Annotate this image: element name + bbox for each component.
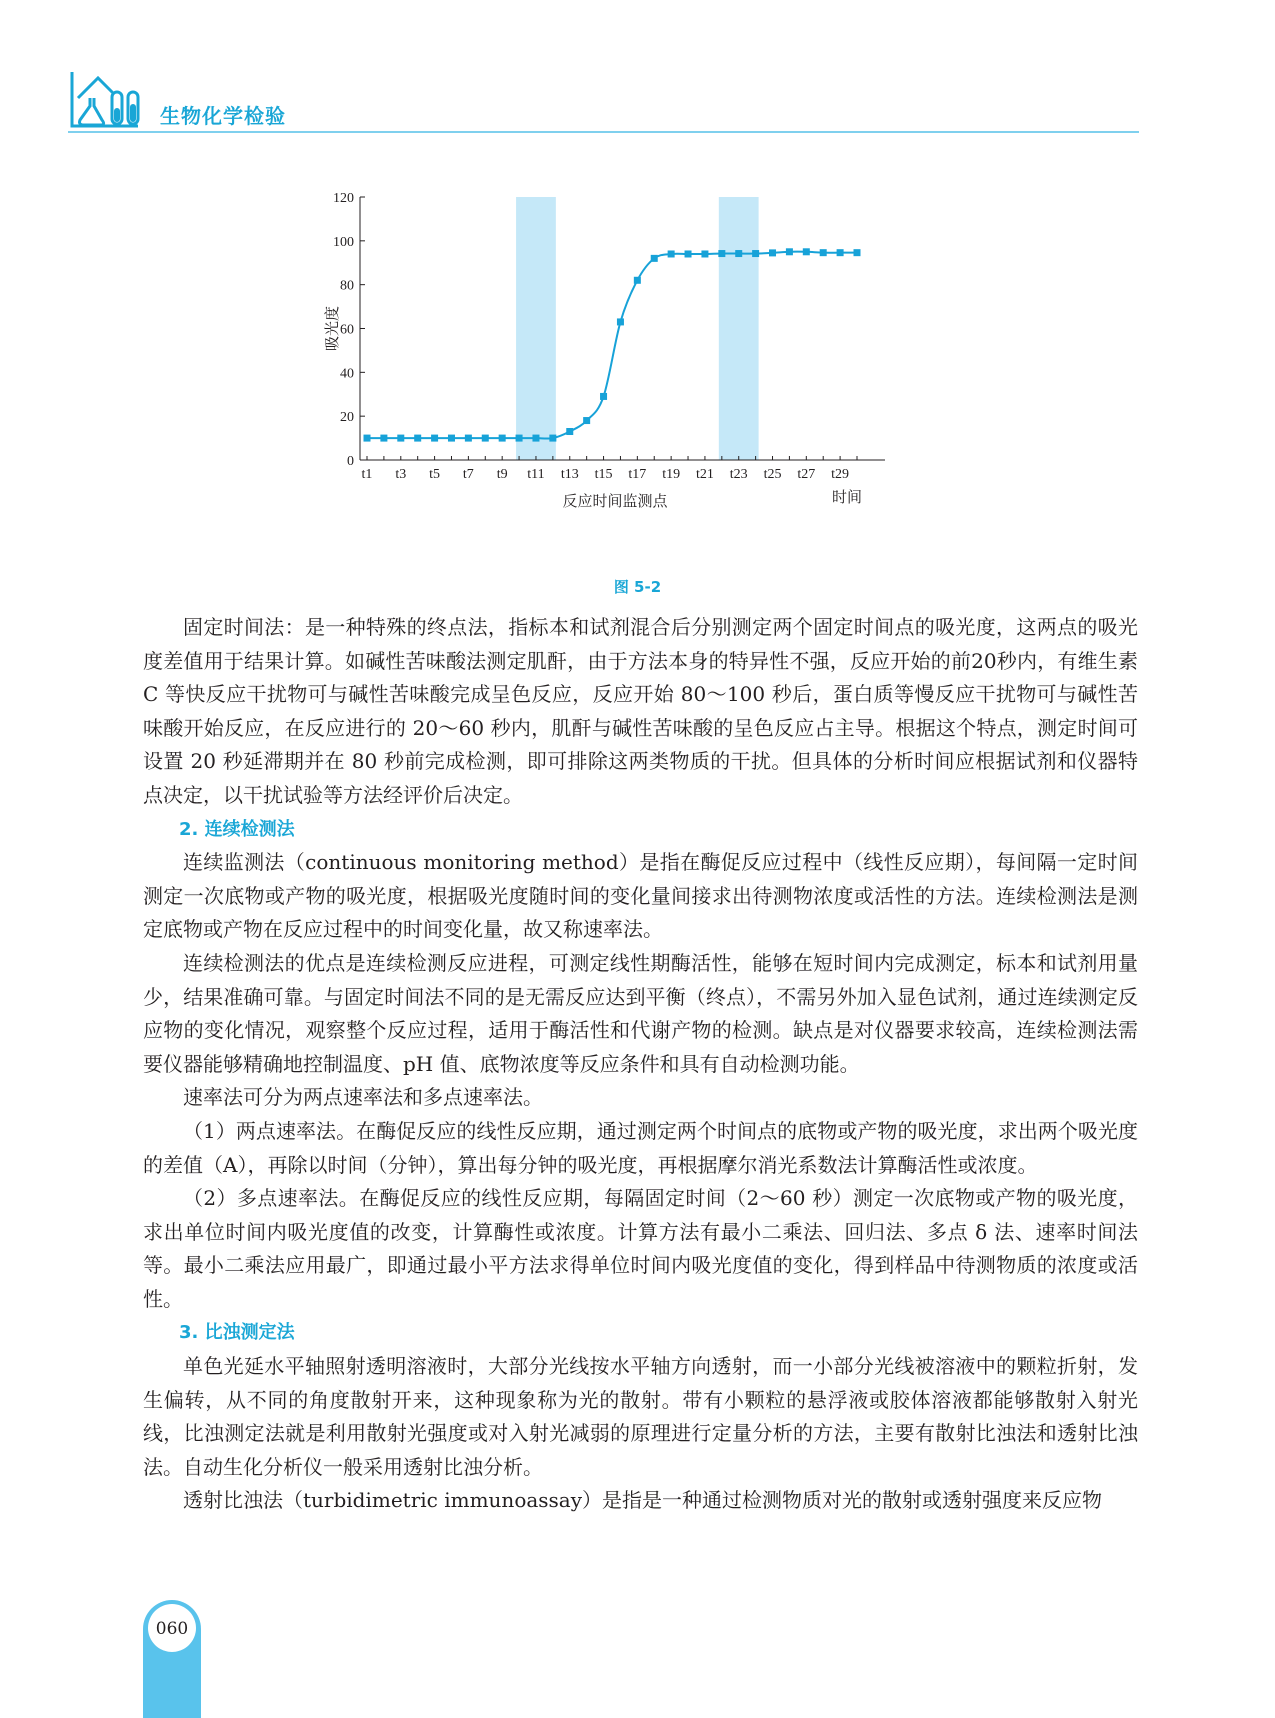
paragraph-light-scattering: 单色光延水平轴照射透明溶液时，大部分光线按水平轴方向透射，而一小部分光线被溶液中的颗粒折射，发生偏转，从不同的角度散射开来，这种现象称为光的散射。带有小颗粒的悬浮液或胶体溶液都能够散射入射光线，比浊测定法就是利用散射光强度或对入射光减弱的原理进行定量分析的方法，主要有散射比浊法和透射比浊法。自动生化分析仪一般采用透射比浊分析。 [143, 1354, 1138, 1479]
lab-flask-logo-icon [68, 62, 150, 134]
data-point [701, 250, 708, 257]
paragraph-multi-point-rate: （2）多点速率法。在酶促反应的线性反应期，每隔固定时间（2～60 秒）测定一次底物或产物的吸光度，求出单位时间内吸光度值的改变，计算酶性或浓度。计算方法有最小二乘法、回归法、多点 δ 法、速率时间法等。最小二乘法应用最广，即通过最小平方法求得单位时间内吸光度值的变化，得到样品中待测物质的浓度或活性。 [143, 1186, 1138, 1311]
header-divider [68, 131, 1139, 133]
x-tick-label: t27 [797, 467, 816, 482]
book-title: 生物化学检验 [160, 104, 286, 128]
data-point [685, 250, 692, 257]
figure-caption: 图 5-2 [613, 578, 662, 596]
page-number: 060 [155, 1619, 189, 1639]
absorbance-time-chart [315, 185, 965, 560]
paragraph-transmission-turbidimetry: 透射比浊法（turbidimetric immunoassay）是指是一种通过检测物质对光的散射或透射强度来反应物 [183, 1488, 1103, 1513]
data-point [397, 435, 404, 442]
data-point [482, 435, 489, 442]
data-point [803, 248, 810, 255]
data-point [549, 435, 556, 442]
x-tick-label: t15 [594, 467, 613, 482]
section-heading-turbidimetry: 3. 比浊测定法 [179, 1322, 295, 1344]
data-point [516, 435, 523, 442]
data-point [448, 435, 455, 442]
data-point [380, 435, 387, 442]
main-text [143, 611, 1145, 1518]
data-point [634, 277, 641, 284]
x-tick-label: t7 [462, 467, 474, 482]
x-tick-label: t9 [496, 467, 508, 482]
highlight-band-2 [719, 197, 759, 460]
data-point [668, 250, 675, 257]
data-point [769, 249, 776, 256]
data-point [820, 249, 827, 256]
data-point [718, 250, 725, 257]
paragraph-continuous-advantages: 连续检测法的优点是连续检测反应进程，可测定线性期酶活性，能够在短时间内完成测定，标本和试剂用量少，结果准确可靠。与固定时间法不同的是无需反应达到平衡（终点），不需另外加入显色试剂，通过连续测定反应物的变化情况，观察整个反应过程，适用于酶活性和代谢产物的检测。缺点是对仪器要求较高，连续检测法需要仪器能够精确地控制温度、pH 值、底物浓度等反应条件和具有自动检测功能。 [143, 950, 1138, 1076]
data-point [837, 249, 844, 256]
data-point [600, 393, 607, 400]
y-tick-label: 40 [340, 366, 354, 382]
y-axis-label: 吸光度 [325, 305, 341, 352]
y-tick-label: 20 [340, 410, 354, 426]
x-tick-label: t29 [831, 467, 850, 482]
data-point [431, 435, 438, 442]
x-tick-label: t19 [662, 467, 681, 482]
data-point [651, 255, 658, 262]
data-point [364, 435, 371, 442]
x-tick-label: t11 [527, 467, 545, 482]
paragraph-fixed-time-method: 固定时间法：是一种特殊的终点法，指标本和试剂混合后分别测定两个固定时间点的吸光度，这两点的吸光度差值用于结果计算。如碱性苦味酸法测定肌酐，由于方法本身的特异性不强，反应开始的前20秒内，有维生素 C 等快反应干扰物可与碱性苦味酸完成呈色反应，反应开始 80～100 秒后，蛋白质等慢反应干扰物可与碱性苦味酸开始反应，在反应进行的 20～60 秒内，肌酐与碱性苦味酸的呈色反应占主导。根据这个特点，测定时间可设置 20 秒延滞期并在 80 秒前完成检测，即可排除这两类物质的干扰。但具体的分析时间应根据试剂和仪器特点决定，以干扰试验等方法经评价后决定。 [143, 615, 1145, 807]
x-tick-label: t5 [429, 467, 441, 482]
data-point [752, 250, 759, 257]
y-tick-label: 60 [340, 322, 354, 338]
x-tick-label: t23 [729, 467, 748, 482]
paragraph-continuous-definition: 连续监测法（continuous monitoring method）是指在酶促反应过程中（线性反应期），每间隔一定时间测定一次底物或产物的吸光度，根据吸光度随时间的变化量间接求出待测物浓度或活性的方法。连续检测法是测定底物或产物在反应过程中的时间变化量，故又称速率法。 [143, 850, 1138, 942]
x-tick-label: t17 [628, 467, 647, 482]
y-tick-label: 120 [333, 191, 354, 206]
data-point [532, 435, 539, 442]
paragraph-two-point-rate: （1）两点速率法。在酶促反应的线性反应期，通过测定两个时间点的底物或产物的吸光度，求出两个吸光度的差值（A），再除以时间（分钟），算出每分钟的吸光度，再根据摩尔消光系数法计算酶活性或浓度。 [143, 1118, 1138, 1177]
x-tick-label: t25 [763, 467, 782, 482]
data-point [465, 435, 472, 442]
data-point [854, 249, 861, 256]
y-tick-label: 0 [347, 454, 354, 469]
data-point [414, 435, 421, 442]
x-tick-label: t1 [361, 467, 373, 482]
data-point [786, 248, 793, 255]
x-tick-label: t13 [560, 467, 579, 482]
y-tick-label: 100 [333, 234, 354, 250]
section-heading-continuous: 2. 连续检测法 [179, 818, 295, 840]
x-axis-label: 反应时间监测点 [562, 494, 668, 510]
highlight-band-1 [516, 197, 556, 460]
data-point [617, 318, 624, 325]
y-tick-label: 80 [340, 278, 354, 294]
data-point [735, 250, 742, 257]
x-tick-label: t21 [695, 467, 714, 482]
x-tick-label: t3 [395, 467, 407, 482]
x-axis-unit-label: 时间 [831, 490, 863, 506]
data-point [566, 428, 573, 435]
series-line [367, 252, 857, 439]
paragraph-rate-methods: 速率法可分为两点速率法和多点速率法。 [183, 1085, 543, 1110]
data-point [499, 435, 506, 442]
data-point [583, 417, 590, 424]
